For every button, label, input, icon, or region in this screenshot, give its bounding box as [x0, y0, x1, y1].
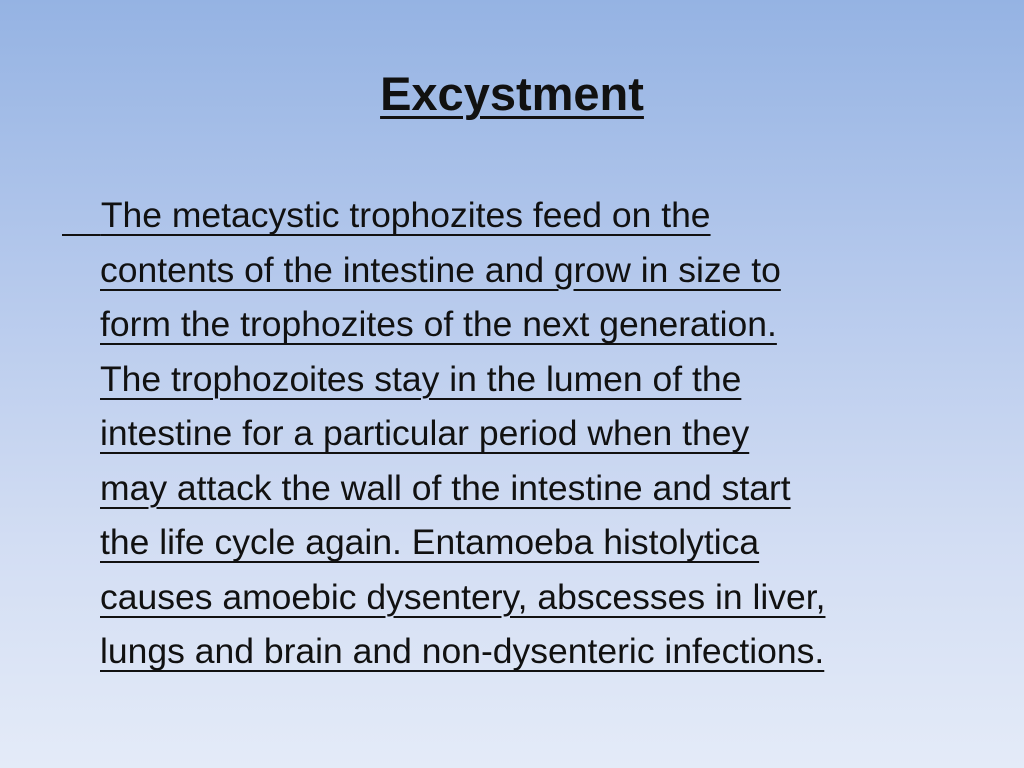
body-line-1 [62, 188, 962, 243]
paragraph-indent [62, 195, 101, 235]
slide-body [62, 188, 962, 679]
body-line-2: contents of the intestine and grow in size to [100, 249, 781, 290]
body-line-9: lungs and brain and non-dysenteric infections. [100, 631, 825, 671]
body-line-4: The trophozoites stay in the lumen of the [100, 358, 742, 399]
slide-title-text: Excystment [380, 67, 644, 120]
body-line-8: causes amoebic dysentery, abscesses in liver, [100, 576, 826, 617]
body-line-1-text: The metacystic trophozites feed on the [100, 195, 711, 235]
body-line-3: form the trophozites of the next generation. [100, 304, 777, 344]
slide-title [0, 66, 1024, 121]
body-line-6: may attack the wall of the intestine and start [100, 467, 791, 508]
body-line-7: the life cycle again. Entamoeba histolytica [100, 522, 760, 562]
body-line-5: intestine for a particular period when they [100, 413, 750, 453]
